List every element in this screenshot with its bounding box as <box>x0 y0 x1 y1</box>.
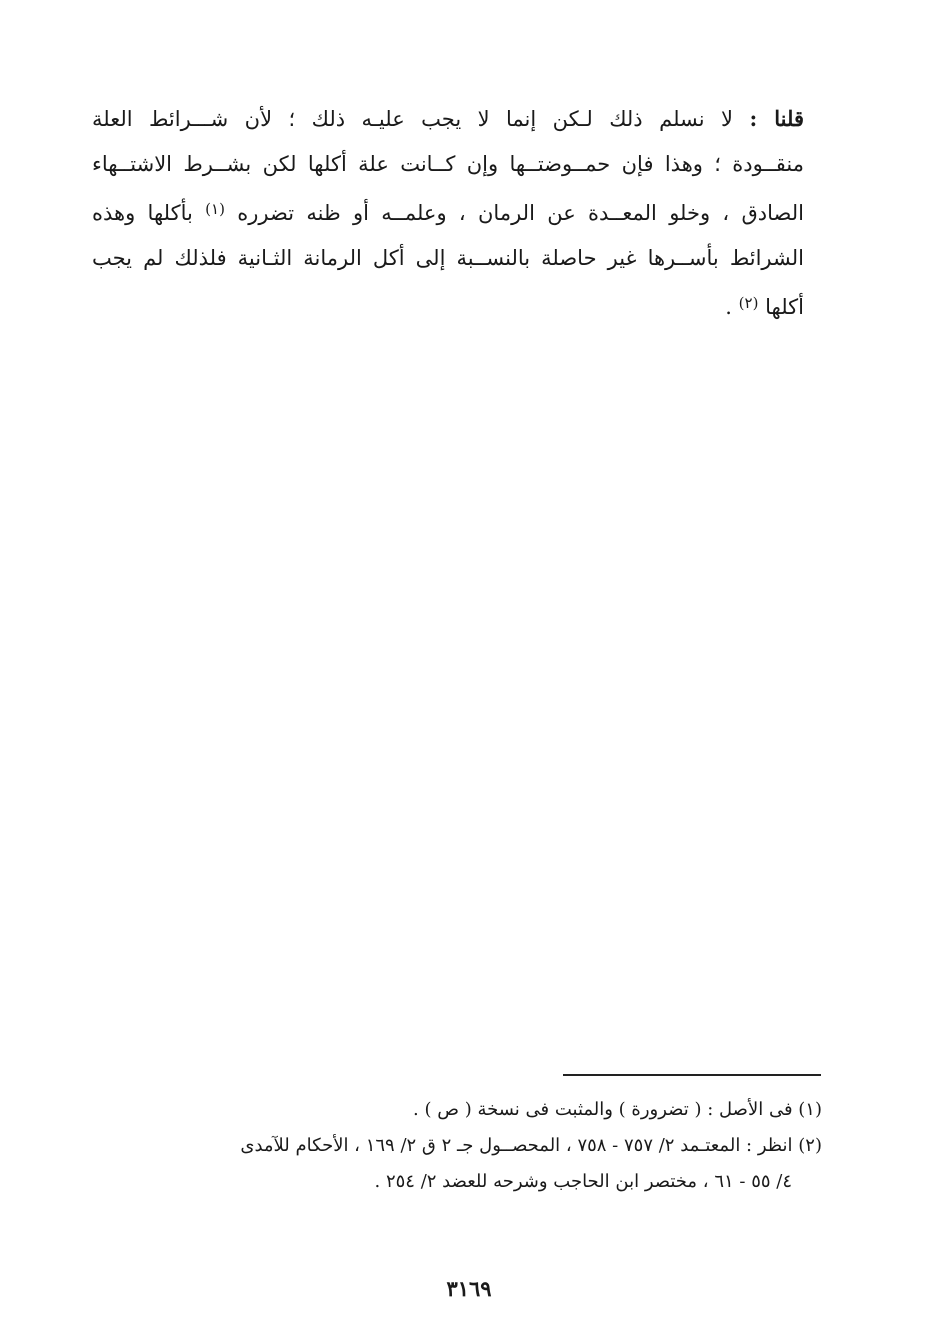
line-3-text-a: الصادق ، وخلو المعــدة عن الرمان ، وعلمــه أو ظنه تضرره <box>237 201 805 225</box>
footnote-ref-2: (٢) <box>738 294 759 312</box>
line-5-text-b: . <box>725 295 732 319</box>
paragraph-line-2: منقــودة ؛ وهذا فإن حمــوضتــها وإن كــانت علة أكلها لكن بشــرط الاشتــهاء <box>92 152 804 176</box>
paragraph-line-5 <box>92 281 804 330</box>
line-3-text-b: بأكلها وهذه <box>92 201 193 225</box>
footnote-2-line-2: ٤/ ٥٥ - ٦١ ، مختصر ابن الحاجب وشرحه للعضد ٢/ ٢٥٤ . <box>374 1171 792 1192</box>
footnote-ref-1: (١) <box>205 200 225 218</box>
paragraph-line-1 <box>92 96 804 142</box>
main-paragraph <box>92 96 804 330</box>
footnotes <box>110 1092 822 1200</box>
footnote-separator <box>563 1074 821 1076</box>
lead-word: قلنا : <box>749 106 804 131</box>
page-number: ٣١٦٩ <box>446 1276 492 1301</box>
footnote-1: (١) فى الأصل : ( تضرورة ) والمثبت فى نسخة ( ص ) . <box>413 1099 822 1120</box>
paragraph-line-4: الشرائط بأســرها غير حاصلة بالنســبة إلى أكل الرمانة الثـانية فلذلك لم يجب <box>92 246 804 270</box>
footnote-2-line-1: (٢) انظر : المعتـمد ٢/ ٧٥٧ - ٧٥٨ ، المحصــول جـ ٢ ق ٢/ ١٦٩ ، الأحكام للآمدى <box>240 1135 822 1156</box>
line-1-text: لا نسلم ذلك لـكن إنما لا يجب عليـه ذلك ؛ لأن شـــرائط العلة <box>92 107 734 131</box>
paragraph-line-3 <box>92 187 804 236</box>
line-5-text-a: أكلها <box>765 295 804 319</box>
